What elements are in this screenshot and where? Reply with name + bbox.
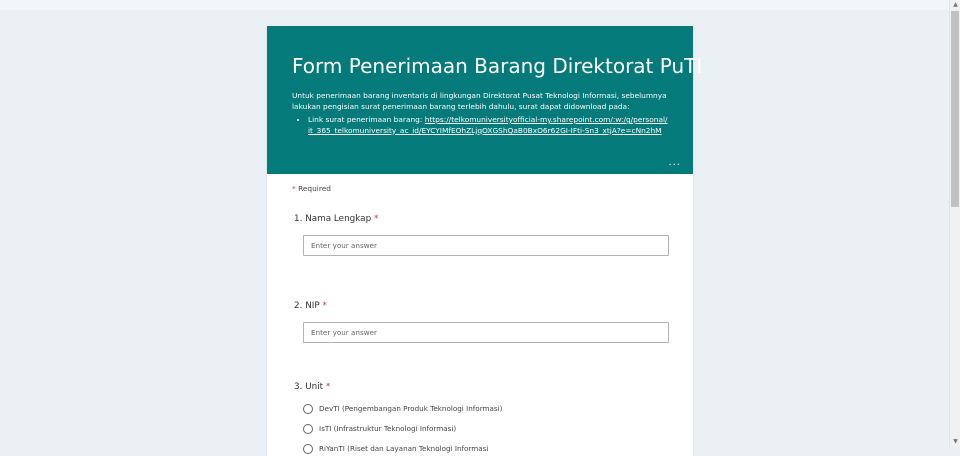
sharepoint-link[interactable]: https://telkomuniversityofficial-my.sharepoint.com/:w:/g/personal/it_365_telkomuniversity_ac_id/EYCYIMfEOhZLjqOXGShQaB0BxO6r62GI-IFti-Sn3_xtjA?e=cNn2hM <box>308 115 668 135</box>
radio-label: DevTI (Pengembangan Produk Teknologi Informasi) <box>319 404 503 413</box>
form-body <box>267 174 693 454</box>
link-list-item <box>308 115 669 136</box>
top-bar <box>0 0 949 10</box>
question-title: 2. NIP <box>294 301 320 311</box>
vertical-scrollbar[interactable] <box>949 0 960 447</box>
scrollbar-thumb[interactable] <box>951 11 959 207</box>
more-options-button[interactable] <box>668 158 681 168</box>
required-star: * <box>292 184 296 193</box>
required-note <box>292 184 668 194</box>
question-label <box>294 300 668 312</box>
arrow-down-icon[interactable]: ▼ <box>953 438 958 445</box>
radio-button-icon[interactable] <box>303 444 313 454</box>
required-star: * <box>325 382 331 392</box>
arrow-up-icon[interactable]: ▲ <box>953 1 958 8</box>
question-title: 1. Nama Lengkap <box>294 214 372 224</box>
link-prefix: Link surat penerimaan barang: <box>308 115 425 124</box>
nip-input[interactable] <box>303 322 669 343</box>
radio-option-riyanti[interactable] <box>303 444 668 454</box>
question-label <box>294 213 668 225</box>
radio-option-isti[interactable] <box>303 424 668 434</box>
form-header <box>267 26 703 174</box>
required-star: * <box>373 214 379 224</box>
radio-label: IsTI (Infrastruktur Teknologi Informasi) <box>319 424 457 433</box>
form-title: Form Penerimaan Barang Direktorat PuTI <box>292 54 703 78</box>
question-nip <box>292 300 668 343</box>
question-label <box>294 381 668 393</box>
radio-button-icon[interactable] <box>303 404 313 414</box>
nama-lengkap-input[interactable] <box>303 235 669 256</box>
link-list <box>292 115 669 136</box>
form-card <box>267 26 703 456</box>
radio-label: RiYanTI (Riset dan Layanan Teknologi Informasi <box>319 444 489 453</box>
form-description: Untuk penerimaan barang inventaris di lingkungan Direktorat Pusat Teknologi Informasi, sebelumnya lakukan pengisian surat penerimaan barang terlebih dahulu, surat dapat didownload pada: <box>292 91 667 111</box>
question-unit <box>292 381 668 454</box>
question-title: 3. Unit <box>294 382 324 392</box>
more-icon: ... <box>668 157 681 168</box>
required-text: Required <box>298 184 331 193</box>
radio-button-icon[interactable] <box>303 424 313 434</box>
required-star: * <box>322 301 327 311</box>
radio-option-devti[interactable] <box>303 404 668 414</box>
question-nama-lengkap <box>292 213 668 256</box>
